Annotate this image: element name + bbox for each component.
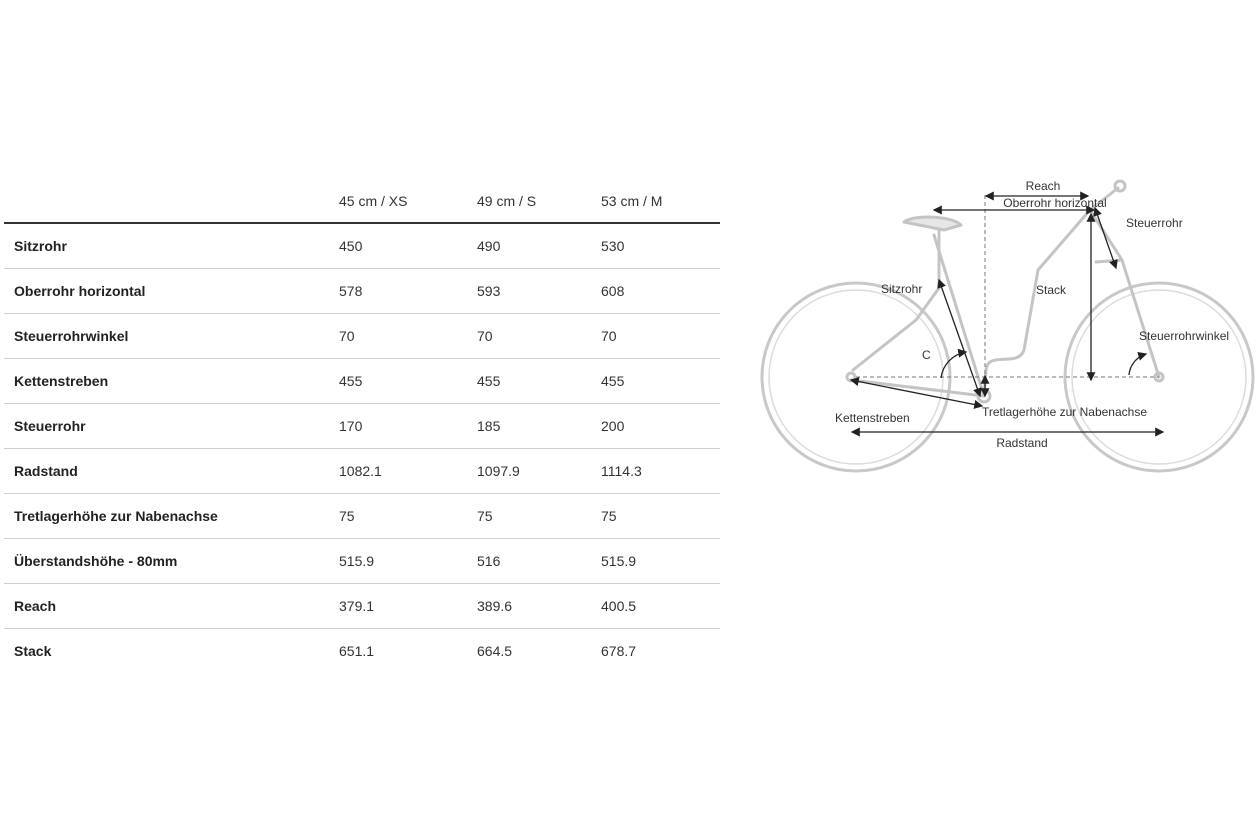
cell-value: 75: [601, 494, 720, 539]
cell-value: 170: [339, 404, 477, 449]
label-reach: Reach: [1025, 179, 1061, 193]
header-label-column: [4, 180, 339, 223]
label-tretlagerhoehe: Tretlagerhöhe zur Nabenachse: [982, 405, 1147, 419]
table-row: [4, 223, 720, 269]
geometry-table: [4, 180, 720, 673]
label-radstand: Radstand: [996, 436, 1048, 450]
label-sitzrohr: Sitzrohr: [881, 282, 923, 296]
cell-value: 200: [601, 404, 720, 449]
row-label: Überstandshöhe - 80mm: [4, 539, 339, 584]
row-label: Oberrohr horizontal: [4, 269, 339, 314]
cell-value: 75: [477, 494, 601, 539]
table-row: [4, 314, 720, 359]
cell-value: 1082.1: [339, 449, 477, 494]
cell-value: 70: [477, 314, 601, 359]
measurement-arrows: [851, 196, 1163, 432]
bike-diagram-svg: [756, 170, 1260, 490]
cell-value: 651.1: [339, 643, 375, 659]
row-label: Steuerrohrwinkel: [4, 314, 339, 359]
header-size-xs: 45 cm / XS: [339, 180, 477, 223]
cell-value: 1114.3: [601, 449, 720, 494]
row-label: Stack: [14, 643, 52, 659]
cell-value: 664.5: [477, 643, 513, 659]
row-label: Kettenstreben: [4, 359, 339, 404]
cell-value: 379.1: [339, 584, 477, 629]
row-label: Steuerrohr: [4, 404, 339, 449]
cell-value: 578: [339, 269, 477, 314]
cell-value: 70: [601, 314, 720, 359]
label-steuerrohr: Steuerrohr: [1126, 216, 1183, 230]
table-header-row: [4, 180, 720, 223]
table-row: [4, 359, 720, 404]
cell-value: 389.6: [477, 584, 601, 629]
cell-value: 455: [601, 359, 720, 404]
cell-value: 1097.9: [477, 449, 601, 494]
table-row: [4, 629, 720, 674]
cell-value: 455: [477, 359, 601, 404]
label-stack: Stack: [1036, 283, 1067, 297]
cell-value: 530: [601, 223, 720, 269]
cell-value: 608: [601, 269, 720, 314]
row-label: Sitzrohr: [4, 223, 339, 269]
table-row: [4, 584, 720, 629]
cell-value: 515.9: [339, 539, 477, 584]
cell-value: 75: [339, 494, 477, 539]
row-label: Tretlagerhöhe zur Nabenachse: [4, 494, 339, 539]
cell-value: 516: [477, 539, 601, 584]
cell-value: 70: [339, 314, 477, 359]
table-row: [4, 404, 720, 449]
bike-geometry-diagram: [756, 170, 1260, 490]
header-size-m: 53 cm / M: [601, 180, 720, 223]
label-kettenstreben: Kettenstreben: [835, 411, 910, 425]
header-size-s: 49 cm / S: [477, 180, 601, 223]
cell-value: 455: [339, 359, 477, 404]
table-row: [4, 494, 720, 539]
label-steuerrohrwinkel: Steuerrohrwinkel: [1139, 329, 1230, 343]
row-label: Radstand: [4, 449, 339, 494]
row-label: Reach: [4, 584, 339, 629]
cell-value: 400.5: [601, 584, 720, 629]
table-row: [4, 449, 720, 494]
label-c: C: [922, 348, 931, 362]
cell-value: 678.7: [601, 643, 637, 659]
cell-value: 515.9: [601, 539, 720, 584]
cell-value: 450: [339, 223, 477, 269]
table-row: [4, 539, 720, 584]
cell-value: 185: [477, 404, 601, 449]
table-row: [4, 269, 720, 314]
cell-value: 490: [477, 223, 601, 269]
cell-value: 593: [477, 269, 601, 314]
label-oberrohr-horizontal: Oberrohr horizontal: [1003, 196, 1107, 210]
